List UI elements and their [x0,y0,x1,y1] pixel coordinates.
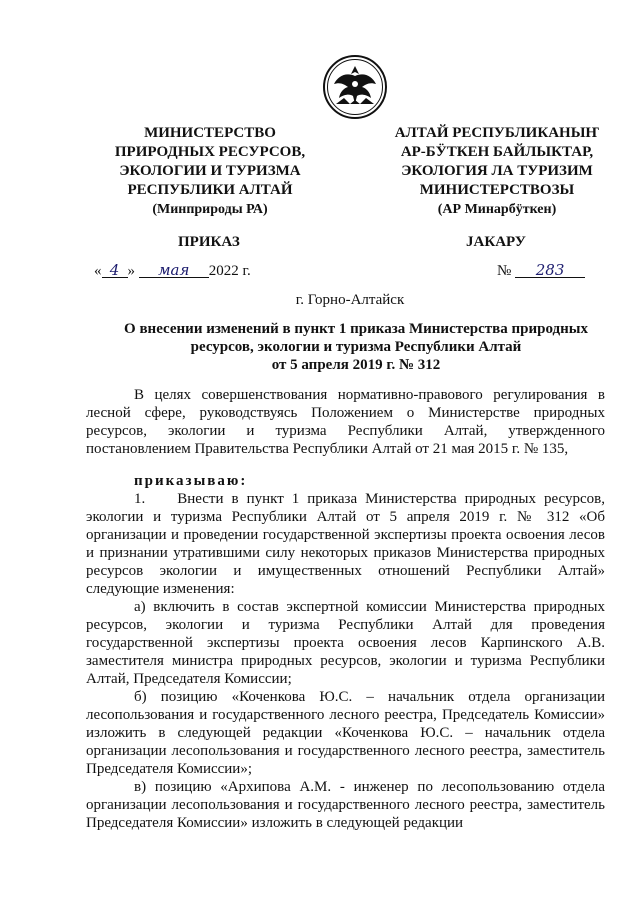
date-close-quote: » [127,263,135,279]
decree-word: приказываю: [134,473,248,489]
paragraph-a: а) включить в состав экспертной комиссии Министерства природных ресурсов, экологии и туризма Республики Алтай для проведения государственной экспертизы проекта освоения лесов Карпинского А.В. заместителя министра природных ресурсов, экологии и туризма Республики Алтай, Председателя Комиссии; [86,599,605,687]
paragraph-c: в) позицию «Архипова А.М. - инженер по лесопользованию отдела организации лесопользования и государственного лесного реестра, заместитель Председателя Комиссии» изложить в следующей редакции [86,779,605,831]
document-title [108,320,604,374]
header-line: РЕСПУБЛИКИ АЛТАЙ [127,182,293,198]
decree-block [86,472,605,832]
header-line: ЭКОЛОГИИ И ТУРИЗМА [119,163,301,179]
republic-emblem-icon [322,54,388,120]
date-month: мая [139,263,209,278]
ministry-header-altai [372,124,622,219]
date-year: 2022 г. [208,263,251,279]
paragraph-b: б) позицию «Коченкова Ю.С. – начальник отдела организации лесопользования и государственного лесного реестра, Председатель Комиссии» изложить в следующей редакции «Коченкова Ю.С. – начальник отдела организации лесопользования и государственного лесного реестра, заместитель Председателя Комиссии»; [86,689,605,777]
date-day: 4 [102,263,128,278]
header-line: ЭКОЛОГИЯ ЛА ТУРИЗИМ [401,163,593,179]
header-line: МИНИСТЕРСТВО [144,125,276,141]
preamble-paragraph: В целях совершенствования нормативно-правового регулирования в лесной сфере, руководствуясь Положением о Министерстве природных ресурсов, экологии и туризма Республики Алтай, утвержденного постановлением Правительства Республики Алтай от 21 мая 2015 г. № 135, [86,387,605,457]
ministry-header-russian [80,124,340,219]
title-line: ресурсов, экологии и туризма Республики Алтай [190,339,522,355]
order-date [94,263,251,280]
header-short-name: (Минприроды РА) [152,202,268,217]
title-line: О внесении изменений в пункт 1 приказа Министерства природных [124,321,588,337]
order-label-altai: JАКАРУ [466,234,526,250]
title-line: от 5 апреля 2019 г. № 312 [271,357,441,373]
header-line: ПРИРОДНЫХ РЕСУРСОВ, [114,144,306,160]
city-line: г. Горно-Алтайск [295,292,405,308]
order-number [497,263,585,280]
paragraph-1: 1. Внести в пункт 1 приказа Министерства природных ресурсов, экологии и туризма Республики Алтай от 5 апреля 2019 г. № 312 «Об организации и проведении государственной экспертизы проекта освоения лесов и признании утратившими силу некоторых приказов Министерства природных ресурсов экологии и имущественных отношений Республики Алтай» следующие изменения: [86,491,605,597]
number-value: 283 [515,263,585,278]
order-label-russian: ПРИКАЗ [178,234,240,250]
header-line: МИНИСТЕРСТВОЗЫ [419,182,575,198]
header-short-name: (АР Минарбӱткен) [437,202,557,217]
number-sign: № [497,263,512,279]
date-open-quote: « [94,263,102,279]
preamble-block [86,386,605,458]
header-line: АЛТАЙ РЕСПУБЛИКАНЫҤ [394,125,600,141]
header-line: АР-БӰТКЕН БАЙЛЫКТАР, [400,144,594,160]
